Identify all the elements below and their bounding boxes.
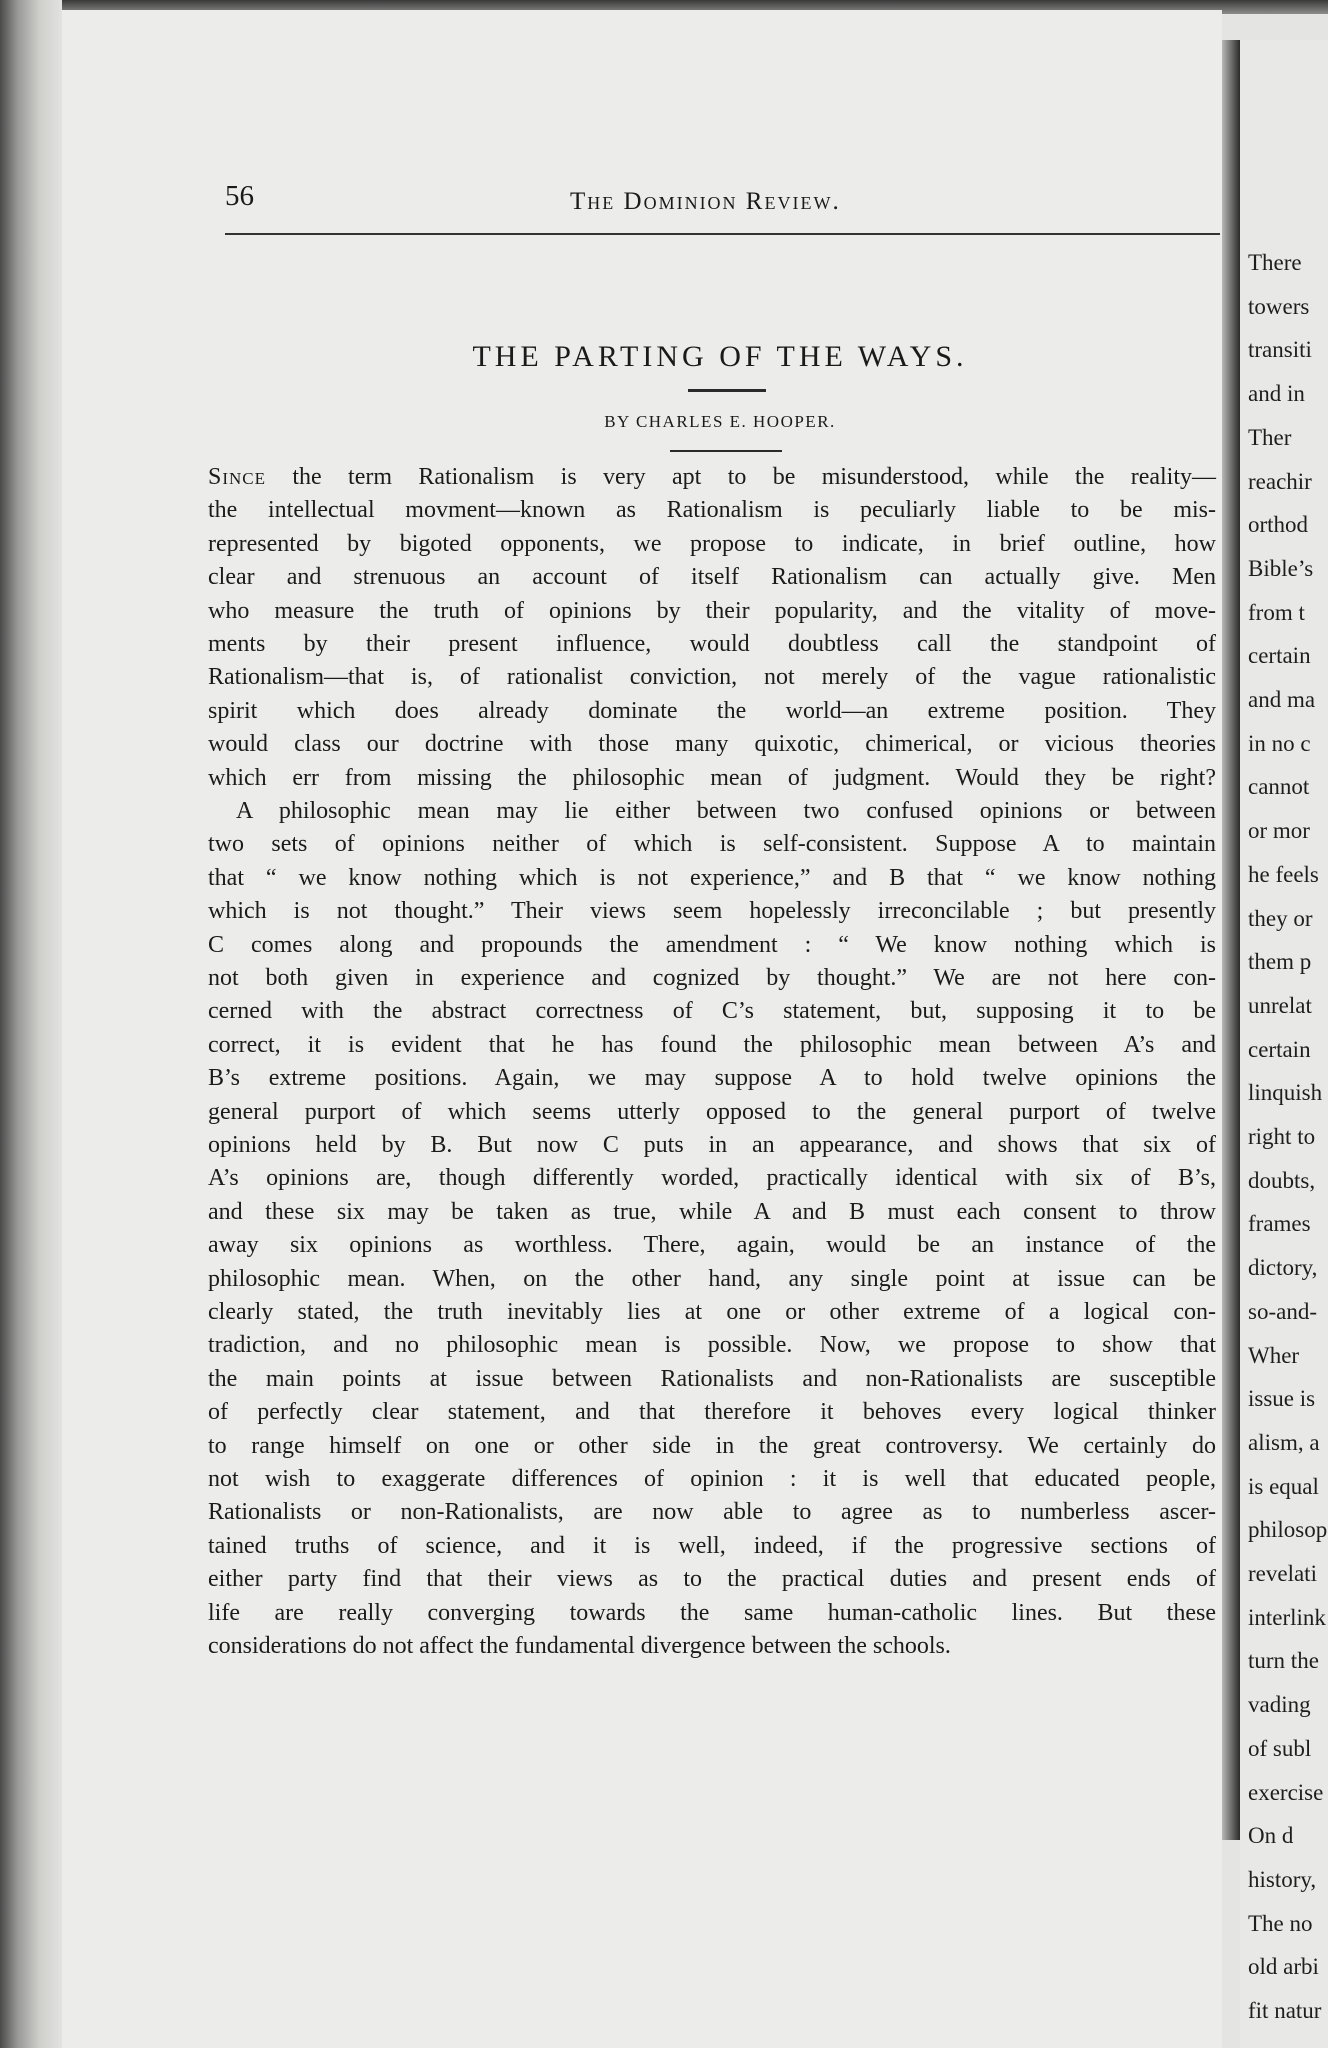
- facing-text-line: Wher: [1248, 1342, 1300, 1368]
- facing-page-fragment: [1240, 40, 1328, 2048]
- text-line: A’s opinions are, though differently worded, practically identical with six of B’s,: [208, 1165, 1216, 1192]
- text-line: [208, 462, 1216, 492]
- text-line: away six opinions as worthless. There, again, would be an instance of the: [208, 1232, 1216, 1259]
- facing-text-line: or mor: [1248, 818, 1310, 844]
- text-line: considerations do not affect the fundamental divergence between the schools.: [208, 1633, 951, 1659]
- text-line: two sets of opinions neither of which is self-consistent. Suppose A to maintain: [208, 831, 1216, 858]
- text-line: of perfectly clear statement, and that therefore it behoves every logical thinker: [208, 1399, 1216, 1426]
- facing-text-line: frames: [1248, 1211, 1311, 1237]
- drop-word: Since: [208, 464, 267, 490]
- text-line: clear and strenuous an account of itself Rationalism can actually give. Men: [208, 564, 1216, 591]
- facing-text-line: in no c: [1248, 730, 1311, 756]
- text-line: tradiction, and no philosophic mean is possible. Now, we propose to show that: [208, 1332, 1216, 1359]
- text-line: life are really converging towards the same human-catholic lines. But these: [208, 1599, 1216, 1626]
- header-rule: [225, 233, 1220, 235]
- facing-text-line: issue is: [1248, 1386, 1316, 1412]
- page-header: [225, 180, 1215, 220]
- text-line: represented by bigoted opponents, we propose to indicate, in brief outline, how: [208, 530, 1216, 557]
- text-line: clearly stated, the truth inevitably lies at one or other extreme of a logical con-: [208, 1299, 1216, 1325]
- facing-text-line: history,: [1248, 1866, 1317, 1892]
- facing-text-line: so-and-: [1248, 1298, 1317, 1324]
- text-line: C comes along and propounds the amendment : “ We know nothing which is: [208, 931, 1216, 958]
- text-line: correct, it is evident that he has found the philosophic mean between A’s and: [208, 1031, 1216, 1058]
- facing-text-line: certain: [1248, 1036, 1311, 1062]
- byline-rule: [670, 450, 782, 452]
- text-line: opinions held by B. But now C puts in an appearance, and shows that six of: [208, 1132, 1216, 1158]
- text-line: cerned with the abstract correctness of C’s statement, but, supposing it to be: [208, 998, 1216, 1025]
- text-line: spirit which does already dominate the world—an extreme position. They: [208, 697, 1216, 724]
- page-number: 56: [225, 180, 254, 212]
- text-line: Rationalists or non-Rationalists, are now able to agree as to numberless ascer-: [208, 1499, 1216, 1526]
- facing-text-line: reachir: [1248, 468, 1312, 494]
- facing-text-line: from t: [1248, 599, 1305, 625]
- facing-text-line: vading: [1248, 1692, 1311, 1718]
- text-line: that “ we know nothing which is not experience,” and B that “ we know nothing: [208, 864, 1216, 891]
- facing-text-line: On d: [1248, 1823, 1294, 1849]
- text-line: Rationalism—that is, of rationalist conviction, not merely of the vague rationalistic: [208, 664, 1216, 691]
- facing-text-line: old arbi: [1248, 1954, 1319, 1980]
- facing-text-line: they or: [1248, 905, 1313, 931]
- facing-text-line: The no: [1248, 1910, 1313, 1936]
- text-line: B’s extreme positions. Again, we may suppose A to hold twelve opinions the: [208, 1065, 1216, 1092]
- facing-text-line: Ther: [1248, 424, 1292, 450]
- facing-text-line: philosop: [1248, 1517, 1328, 1543]
- text-line: which is not thought.” Their views seem hopelessly irreconcilable ; but presently: [208, 898, 1216, 925]
- facing-text-line: is equal: [1248, 1473, 1319, 1499]
- text-line: and these six may be taken as true, while A and B must each consent to throw: [208, 1198, 1216, 1225]
- facing-text-line: linquish: [1248, 1080, 1323, 1106]
- facing-text-line: transiti: [1248, 337, 1312, 363]
- facing-text-line: doubts,: [1248, 1167, 1316, 1193]
- facing-text-line: orthod: [1248, 512, 1309, 538]
- text-line: the main points at issue between Rationalists and non-Rationalists are susceptible: [208, 1365, 1216, 1392]
- facing-text-line: right to: [1248, 1124, 1316, 1149]
- text-line: general purport of which seems utterly opposed to the general purport of twelve: [208, 1098, 1216, 1125]
- text-line: to range himself on one or other side in the great controversy. We certainly do: [208, 1432, 1216, 1459]
- text-line: ments by their present influence, would doubtless call the standpoint of: [208, 631, 1216, 657]
- text-line: the intellectual movment—known as Rationalism is peculiarly liable to be mis-: [208, 497, 1216, 524]
- facing-text-line: he feels: [1248, 861, 1319, 887]
- article-byline: BY CHARLES E. HOOPER.: [604, 412, 836, 431]
- facing-text-line: exercise: [1248, 1779, 1324, 1805]
- facing-text-line: dictory,: [1248, 1255, 1318, 1281]
- text-line: A philosophic mean may lie either between two confused opinions or between: [236, 798, 1216, 824]
- facing-text-line: There: [1248, 250, 1302, 275]
- text-line: philosophic mean. When, on the other hand, any single point at issue can be: [208, 1265, 1216, 1292]
- text-line: not both given in experience and cognized by thought.” We are not here con-: [208, 965, 1216, 991]
- facing-text-line: interlink: [1248, 1604, 1326, 1630]
- title-rule: [688, 389, 766, 392]
- text-line: which err from missing the philosophic mean of judgment. Would they be right?: [208, 764, 1216, 791]
- facing-text-line: revelati: [1248, 1561, 1317, 1586]
- scan-left-edge: [0, 0, 62, 2048]
- text-line: would class our doctrine with those many quixotic, chimerical, or vicious theories: [208, 731, 1216, 758]
- text-line-rest: the term Rationalism is very apt to be misunderstood, while the reality—: [266, 464, 1216, 490]
- facing-text-line: cannot: [1248, 774, 1310, 800]
- facing-text-line: certain: [1248, 643, 1311, 669]
- text-line: who measure the truth of opinions by their popularity, and the vitality of move-: [208, 597, 1216, 624]
- facing-text-line: towers: [1248, 293, 1310, 319]
- book-gutter: [1222, 40, 1240, 1840]
- facing-text-line: unrelat: [1248, 992, 1312, 1018]
- facing-text-line: them p: [1248, 949, 1312, 975]
- facing-text-line: turn the: [1248, 1648, 1319, 1674]
- facing-text-line: of subl: [1248, 1735, 1312, 1761]
- facing-text-line: Bible’s: [1248, 555, 1314, 581]
- facing-text-line: and in: [1248, 381, 1305, 407]
- article-title: THE PARTING OF THE WAYS.: [472, 340, 968, 373]
- facing-text-line: fit natur: [1248, 1998, 1322, 2023]
- text-line: not wish to exaggerate differences of opinion : it is well that educated people,: [208, 1466, 1216, 1492]
- running-head: The Dominion Review.: [570, 188, 841, 215]
- text-line: tained truths of science, and it is well, indeed, if the progressive sections of: [208, 1532, 1216, 1559]
- facing-text-line: and ma: [1248, 687, 1316, 712]
- facing-text-line: alism, a: [1248, 1429, 1320, 1455]
- text-line: either party find that their views as to the practical duties and present ends of: [208, 1566, 1216, 1593]
